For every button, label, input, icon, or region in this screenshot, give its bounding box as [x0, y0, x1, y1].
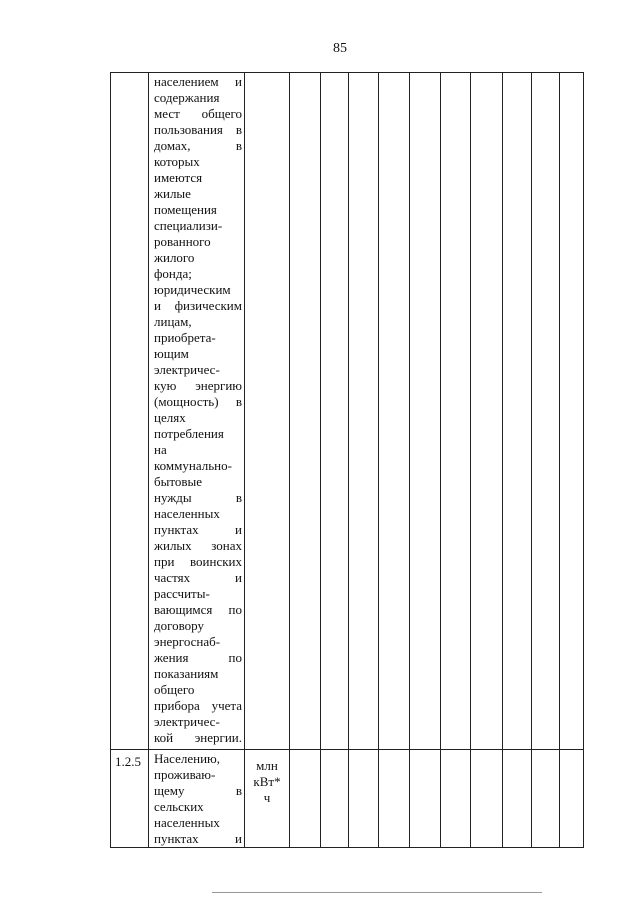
text-line: договору	[154, 618, 205, 633]
text-line: электричес-	[154, 714, 220, 729]
table-row-continued	[111, 73, 584, 750]
text-line: населенных	[154, 815, 220, 830]
value-cell	[410, 750, 441, 848]
value-cell	[379, 750, 410, 848]
text-line: млн	[256, 758, 278, 773]
page-number: 85	[333, 41, 347, 56]
text-line: населенных	[154, 506, 220, 521]
value-cell	[321, 750, 349, 848]
text-line: показаниям	[154, 666, 219, 681]
text-line: жилого	[154, 250, 195, 265]
text-line: коммунально-	[154, 458, 232, 473]
text-line: кой энергии.	[154, 730, 242, 745]
value-cell	[503, 73, 532, 750]
value-cell	[379, 73, 410, 750]
row-code-cell	[111, 73, 149, 750]
value-cell	[532, 750, 560, 848]
value-cell	[503, 750, 532, 848]
text-line: лицам,	[154, 314, 192, 329]
text-line: рованного	[154, 234, 211, 249]
text-line: прибора учета	[154, 698, 242, 713]
text-line: кВт*	[253, 774, 281, 789]
text-line: проживаю-	[154, 767, 216, 782]
text-line: рассчиты-	[154, 586, 210, 601]
value-cell	[349, 73, 379, 750]
text-line: вающимся по	[154, 602, 242, 617]
value-cell	[410, 73, 441, 750]
text-line: кую энергию	[154, 378, 242, 393]
text-line: пунктах и	[154, 831, 242, 846]
text-line: специализи-	[154, 218, 223, 233]
text-line: и физическим	[154, 298, 242, 313]
text-line: населением и	[154, 74, 242, 89]
text-line: на	[154, 442, 167, 457]
text-line: энергоснаб-	[154, 634, 221, 649]
text-line: потребления	[154, 426, 224, 441]
value-cell	[321, 73, 349, 750]
text-line: помещения	[154, 202, 217, 217]
text-line: общего	[154, 682, 195, 697]
text-line: которых	[154, 154, 200, 169]
text-line: целях	[154, 410, 186, 425]
row-code-cell: 1.2.5	[111, 750, 149, 848]
row-unit-cell	[245, 73, 290, 750]
table-row-1-2-5	[111, 750, 584, 848]
text-line: фонда;	[154, 266, 192, 281]
text-line: сельских	[154, 799, 204, 814]
row-description-cell	[149, 73, 245, 750]
value-cell	[349, 750, 379, 848]
text-line: частях и	[154, 570, 242, 585]
value-cell	[471, 73, 503, 750]
text-line: нужды в	[154, 490, 242, 505]
row-unit-cell	[245, 750, 290, 848]
text-line: жилых зонах	[154, 538, 242, 553]
text-line: ющим	[154, 346, 189, 361]
value-cell	[560, 750, 584, 848]
row-description-cell	[149, 750, 245, 848]
text-line: при воинских	[154, 554, 242, 569]
value-cell	[290, 73, 321, 750]
text-line: домах, в	[154, 138, 242, 153]
text-line: жения по	[154, 650, 242, 665]
text-line: приобрета-	[154, 330, 216, 345]
value-cell	[290, 750, 321, 848]
text-line: электричес-	[154, 362, 220, 377]
text-line: бытовые	[154, 474, 203, 489]
value-cell	[441, 73, 471, 750]
text-line: пунктах и	[154, 522, 242, 537]
bottom-rule	[212, 892, 542, 893]
indicator-table	[110, 72, 584, 848]
text-line: имеются	[154, 170, 203, 185]
value-cell	[441, 750, 471, 848]
value-cell	[560, 73, 584, 750]
text-line: содержания	[154, 90, 220, 105]
text-line: мест общего	[154, 106, 242, 121]
text-line: юридическим	[154, 282, 231, 297]
text-line: ч	[263, 790, 271, 805]
text-line: пользования в	[154, 122, 242, 137]
text-line: Населению,	[154, 751, 220, 766]
text-line: щему в	[154, 783, 242, 798]
text-line: жилые	[154, 186, 191, 201]
value-cell	[471, 750, 503, 848]
text-line: (мощность) в	[154, 394, 242, 409]
value-cell	[532, 73, 560, 750]
